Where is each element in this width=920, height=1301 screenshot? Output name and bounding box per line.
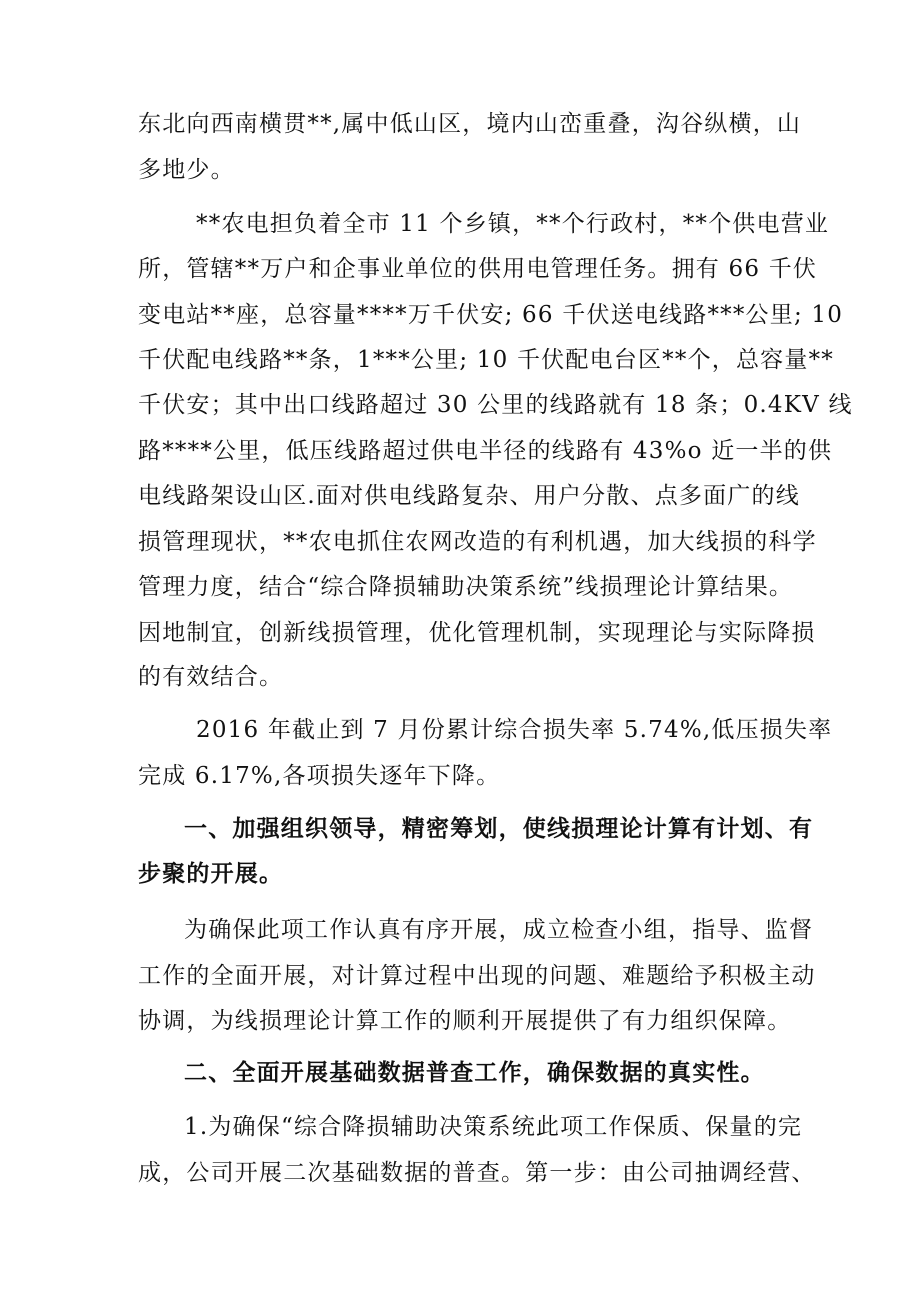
section-heading-2: 二、全面开展基础数据普查工作，确保数据的真实性。 bbox=[184, 1059, 765, 1086]
paragraph-line: 2016 年截止到 7 月份累计综合损失率 5.74%,低压损失率 bbox=[196, 717, 833, 743]
paragraph-line: 变电站**座，总容量****万千伏安; 66 千伏送电线路***公里; 10 bbox=[138, 302, 844, 328]
paragraph-line: 工作的全面开展，对计算过程中出现的问题、难题给予积极主动 bbox=[138, 963, 816, 989]
paragraph-line: 千伏配电线路**条，1***公里; 10 千伏配电台区**个，总容量** bbox=[138, 347, 834, 373]
paragraph-line: 协调，为线损理论计算工作的顺利开展提供了有力组织保障。 bbox=[138, 1008, 792, 1034]
paragraph-line: 为确保此项工作认真有序开展，成立检查小组，指导、监督 bbox=[184, 917, 814, 943]
paragraph-line: 东北向西南横贯**,属中低山区，境内山峦重叠，沟谷纵横，山 bbox=[138, 111, 802, 137]
section-heading-1: 一、加强组织领导，精密筹划，使线损理论计算有计划、有 bbox=[184, 815, 814, 842]
paragraph-line: 电线路架设山区.面对供电线路复杂、用户分散、点多面广的线 bbox=[138, 483, 800, 509]
paragraph-line: **农电担负着全市 11 个乡镇，**个行政村，**个供电营业 bbox=[196, 211, 830, 237]
paragraph-line: 损管理现状，**农电抓住农网改造的有利机遇，加大线损的科学 bbox=[138, 529, 817, 555]
paragraph-line: 完成 6.17%,各项损失逐年下降。 bbox=[138, 763, 501, 789]
paragraph-line: 管理力度，结合“综合降损辅助决策系统”线损理论计算结果。 bbox=[138, 574, 794, 600]
paragraph-line: 多地少。 bbox=[138, 157, 235, 183]
paragraph-line: 因地制宜，创新线损管理，优化管理机制，实现理论与实际降损 bbox=[138, 620, 816, 646]
paragraph-line: 千伏安；其中出口线路超过 30 公里的线路就有 18 条；0.4KV 线 bbox=[138, 392, 853, 418]
paragraph-line: 路****公里，低压线路超过供电半径的线路有 43%o 近一半的供 bbox=[138, 438, 833, 464]
paragraph-line: 的有效结合。 bbox=[138, 664, 284, 690]
paragraph-line: 成，公司开展二次基础数据的普查。第一步：由公司抽调经营、 bbox=[138, 1160, 816, 1186]
paragraph-line: 1.为确保“综合降损辅助决策系统此项工作保质、保量的完 bbox=[184, 1114, 803, 1140]
section-heading-1-cont: 步聚的开展。 bbox=[138, 860, 284, 887]
paragraph-line: 所，管辖**万户和企事业单位的供用电管理任务。拥有 66 千伏 bbox=[138, 256, 818, 282]
